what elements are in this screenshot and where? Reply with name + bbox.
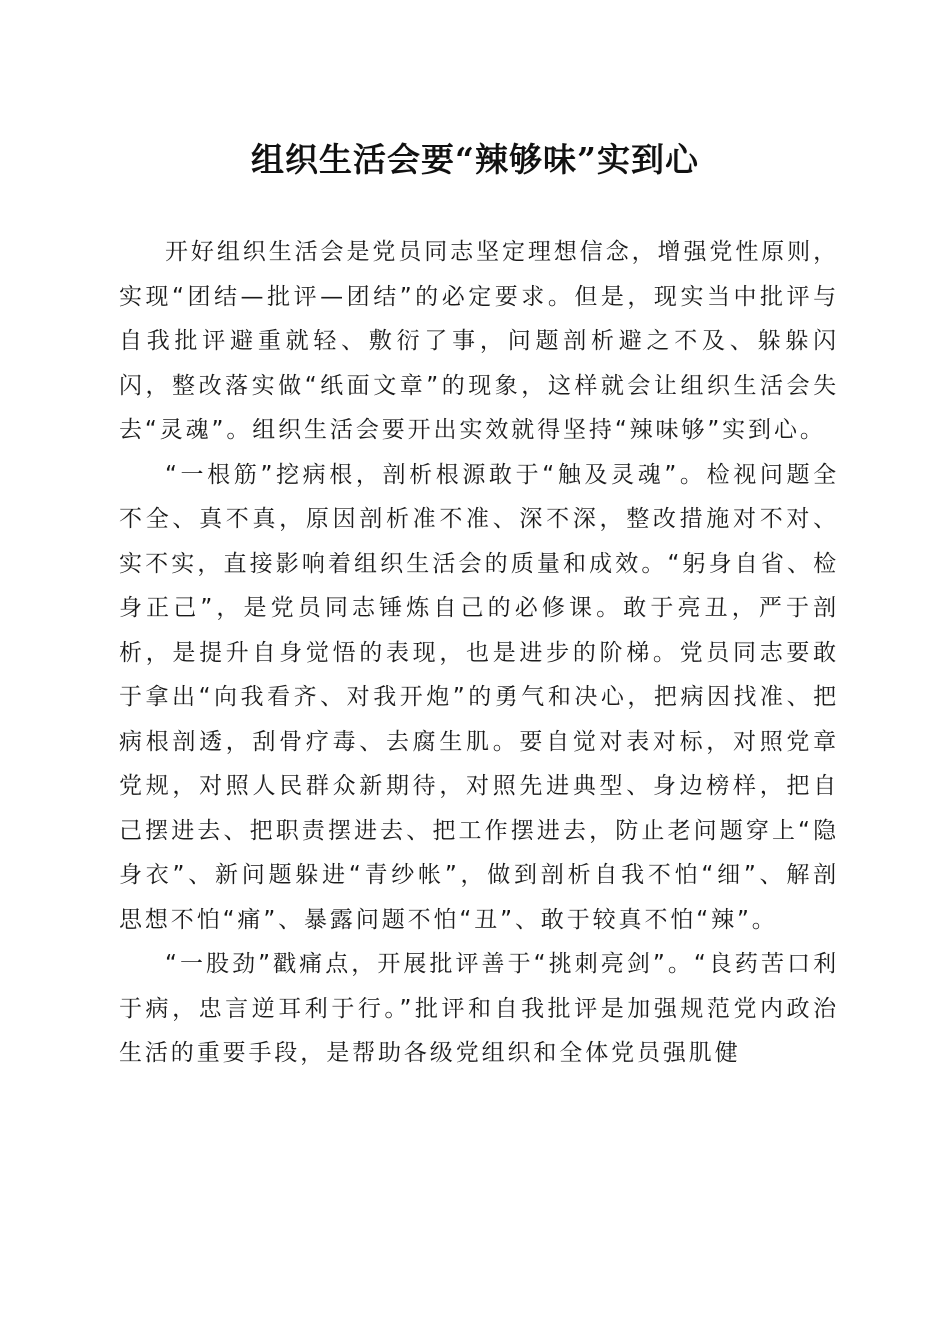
paragraph-3: “一股劲”戳痛点，开展批评善于“挑刺亮剑”。“良药苦口利于病，忠言逆耳利于行。”批评和自我批评是加强规范党内政治生活的重要手段，是帮助各级党组织和全体党员强肌健 [119, 951, 839, 1066]
document-title: 组织生活会要“辣够味”实到心 [251, 140, 699, 179]
document-body [119, 230, 839, 1076]
paragraph-1: 开好组织生活会是党员同志坚定理想信念，增强党性原则，实现“团结—批评—团结”的必定要求。但是，现实当中批评与自我批评避重就轻、敷衍了事，问题剖析避之不及、躲躲闪闪，整改落实做“纸面文章”的现象，这样就会让组织生活会失去“灵魂”。组织生活会要开出实效就得坚持“辣味够”实到心。 [119, 239, 839, 443]
paragraph-2: “一根筋”挖病根，剖析根源敢于“触及灵魂”。检视问题全不全、真不真，原因剖析准不准、深不深，整改措施对不对、实不实，直接影响着组织生活会的质量和成效。“躬身自省、检身正己”，是党员同志锤炼自己的必修课。敢于亮丑，严于剖析，是提升自身觉悟的表现，也是进步的阶梯。党员同志要敢于拿出“向我看齐、对我开炮”的勇气和决心，把病因找准、把病根剖透，刮骨疗毒、去腐生肌。要自觉对表对标，对照党章党规，对照人民群众新期待，对照先进典型、身边榜样，把自己摆进去、把职责摆进去、把工作摆进去，防止老问题穿上“隐身衣”、新问题躲进“青纱帐”，做到剖析自我不怕“细”、解剖思想不怕“痛”、暴露问题不怕“丑”、敢于较真不怕“辣”。 [119, 461, 839, 933]
